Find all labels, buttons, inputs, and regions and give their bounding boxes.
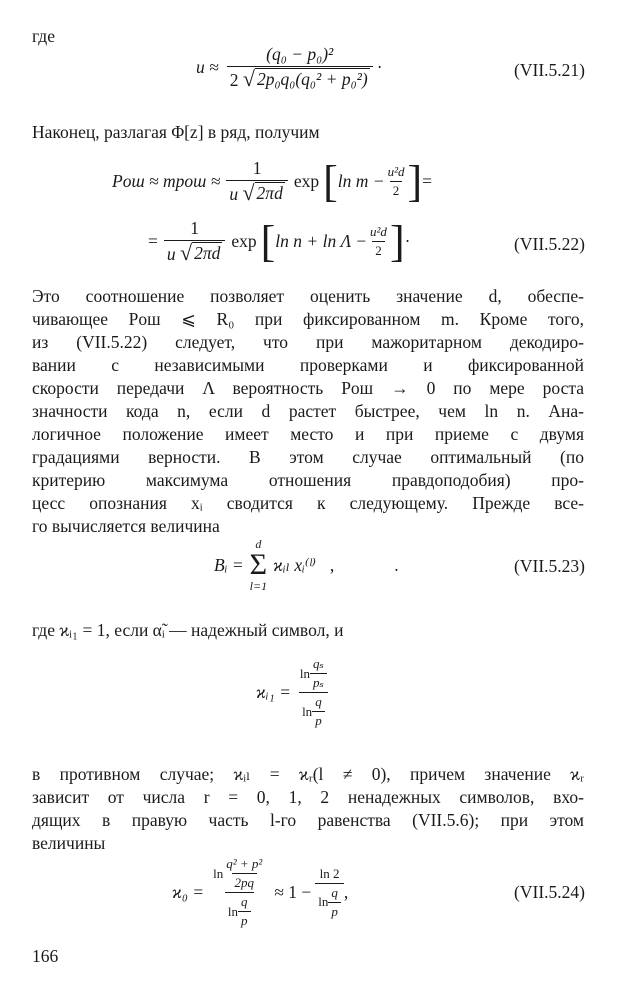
left-bracket-icon: [ (323, 156, 338, 206)
eq24-right-inner-den: p (328, 902, 341, 920)
paragraph-line: градациями верности. В этом случае оптимальный (по (32, 447, 584, 467)
kappa-i1-inner2-num: q (315, 694, 322, 709)
eq24-num-inner-den: 2pq (232, 873, 258, 891)
eq23-dot: . (394, 554, 399, 575)
eq24-num-inner (223, 856, 265, 891)
paragraph-line: чивающее Pош ⩽ R₀ при фиксированном m. Кроме того, (32, 309, 584, 329)
kappa-i1-den (299, 692, 328, 729)
equation-vii-5-24 (172, 856, 348, 929)
kappa-i1-inner1-den: pₛ (310, 673, 327, 691)
sqrt-sign-icon: √ (242, 180, 255, 205)
paragraph-line: значности кода n, если d растет быстрее, чем ln n. Ана- (32, 401, 584, 421)
eq22-equals: = (422, 171, 433, 191)
eq22-frac-2 (164, 218, 225, 265)
eq22-u2d-num: u²d (387, 164, 405, 179)
eq21-den-prefix: 2 (229, 70, 239, 90)
eq21-radicand: 2p₀q₀(q₀² + p₀²) (256, 69, 368, 89)
eq24-main-fraction (210, 856, 268, 929)
kappa-i1-lhs: ϰᵢ₁ = (256, 682, 291, 702)
eq24-right-den (315, 883, 344, 920)
eq24-comma: , (343, 882, 349, 902)
kappa-i1-fraction (297, 656, 330, 729)
eq24-den-inner-den: p (238, 911, 251, 929)
eq24-approx: ≈ 1 − (274, 882, 312, 902)
eq21-lhs: u ≈ (196, 57, 219, 77)
eq22-bracket-body-2: ln n + ln Λ − (275, 231, 368, 251)
eq22-radicand: 2πd (256, 183, 283, 203)
sum-upper-limit: d (255, 537, 262, 551)
kappa-i1-num (297, 656, 330, 692)
eq22-u2d-frac (385, 164, 408, 199)
page-number: 166 (32, 946, 59, 966)
paragraph-line: зависит от числа r = 0, 1, 2 ненадежных символов, вхо- (32, 787, 584, 807)
eq23-lhs: Bᵢ = (214, 554, 244, 575)
intro-word: где (32, 26, 55, 46)
sqrt-sign-icon: √ (180, 240, 193, 265)
paragraph-line: критерию максимума отношения правдоподобия) про- (32, 470, 584, 490)
paragraph-line: из (VII.5.22) следует, что при мажоритарном декодиро- (32, 332, 584, 352)
equation-vii-5-23 (214, 538, 399, 592)
eq24-right-num: ln 2 (319, 865, 340, 881)
eq21-denominator (227, 66, 373, 91)
eq22-exp: exp (293, 171, 320, 191)
eq22-line2-lhs: = (148, 231, 158, 251)
eq22-bracket-body: ln m − (337, 171, 385, 191)
eq22-frac-den (226, 180, 287, 205)
eq22-u2d-num-2: u²d (370, 224, 387, 239)
eq24-den-inner (238, 894, 251, 929)
equation-vii-5-22-line2 (148, 218, 410, 265)
kappa-i1-den-ln: ln (302, 703, 313, 719)
paragraph-line: скорости передачи Λ вероятность Pош → 0 по мере роста (32, 378, 584, 398)
eq22-line1-lhs: Pош ≈ mpош ≈ (112, 171, 221, 191)
eq24-den-ln: ln (227, 903, 239, 919)
eq24-lhs: ϰ₀ = (172, 882, 205, 902)
eq24-num-inner-num: q² + p² (226, 856, 263, 871)
eq21-sqrt (243, 68, 370, 90)
kappa-i1-equation (256, 656, 330, 729)
eq24-den (225, 892, 254, 929)
eq22-radicand-2: 2πd (194, 243, 221, 263)
eq22-frac2-den (164, 240, 225, 265)
paragraph-line: логичное положение имеет место и при приеме с двумя (32, 424, 584, 444)
eq22-u2d-frac-2 (367, 224, 390, 259)
eq24-right-fraction (315, 866, 344, 920)
eq22-frac-num: 1 (252, 158, 262, 178)
eq22-exp-2: exp (231, 231, 257, 251)
equation-vii-5-22-line1 (112, 158, 432, 205)
eq21-fraction (227, 44, 373, 91)
kappa-i1-inner2 (312, 694, 325, 729)
eq24-right-inner (328, 885, 341, 920)
eq22-u2d-den-2: 2 (372, 241, 385, 259)
eq22-frac2-num: 1 (190, 218, 199, 238)
equation-vii-5-21 (196, 44, 383, 91)
kappa-i1-inner1 (310, 656, 327, 691)
eq22-frac-den-u: u (229, 184, 239, 204)
eq21-number: (VII.5.21) (514, 60, 585, 80)
eq24-right-den-ln: ln (318, 894, 329, 909)
sum-sign (250, 538, 267, 592)
paragraph-line: величины (32, 833, 106, 853)
eq23-body: ϰᵢₗ xᵢ⁽ˡ⁾ (273, 554, 316, 575)
eq22-number: (VII.5.22) (514, 234, 585, 254)
left-bracket-icon: [ (260, 216, 276, 266)
where-line: где ϰᵢ₁ = 1, если α̃ᵢ — надежный символ, и (32, 620, 344, 640)
kappa-i1-inner2-den: p (312, 711, 325, 729)
paragraph-line: вании с независимыми проверками и фиксированной (32, 355, 584, 375)
sum-lower-limit: l=1 (249, 579, 268, 593)
paragraph-line: го вычисляется величина (32, 516, 220, 536)
eq24-number: (VII.5.24) (514, 882, 585, 902)
kappa-i1-num-ln: ln (299, 665, 310, 681)
right-bracket-icon: ] (407, 156, 423, 206)
sigma-icon: Σ (249, 548, 268, 581)
kappa-i1-inner1-num: qₛ (313, 656, 324, 671)
eq22-sqrt (242, 182, 284, 204)
eq22-sqrt-2 (180, 242, 222, 264)
eq23-comma: , (329, 554, 335, 575)
eq22-frac2-den-u: u (166, 244, 176, 264)
finally-line: Наконец, разлагая Φ[z] в ряд, получим (32, 122, 320, 142)
eq23-number: (VII.5.23) (514, 556, 585, 576)
eq22-u2d-den: 2 (390, 181, 403, 199)
eq21-numerator: (q₀ − p₀)² (266, 44, 334, 64)
eq21-tail: · (376, 57, 383, 77)
paragraph-line: в противном случае; ϰᵢₗ = ϰᵣ(l ≠ 0), причем значение ϰᵣ (32, 764, 584, 784)
paragraph-line: Это соотношение позволяет оценить значение d, обеспе- (32, 286, 584, 306)
eq24-den-inner-num: q (241, 894, 248, 909)
eq24-num (210, 856, 268, 892)
paragraph-line: дящих в правую часть l-го равенства (VII.5.6); при этом (32, 810, 584, 830)
right-bracket-icon: ] (389, 216, 405, 266)
eq22-frac-1 (226, 158, 287, 205)
sqrt-sign-icon: √ (242, 66, 255, 91)
eq24-num-ln: ln (213, 865, 224, 881)
eq24-right-inner-num: q (331, 884, 338, 900)
eq22-tail: · (404, 231, 411, 251)
paragraph-line: цесс опознания xᵢ сводится к следующему. Прежде все- (32, 493, 584, 513)
